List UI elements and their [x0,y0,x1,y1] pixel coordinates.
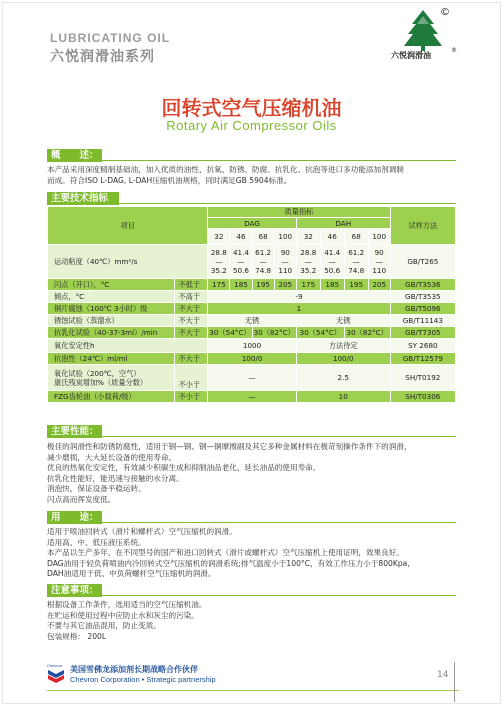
header-en: LUBRICATING OIL [50,31,171,45]
header-cn: 六悦润滑油系列 [50,49,155,65]
copper-method: GB/T5096 [390,303,455,315]
usage-line: 适用高、中、低压液压系统。 [47,537,146,547]
viscosity-min: 61.2 [348,248,365,257]
overview-text [47,165,462,186]
viscosity-range-cell [368,245,390,279]
section-notes-rule [102,595,456,596]
viscosity-min: 90 [374,248,384,257]
viscosity-range-cell [320,245,344,279]
spec-table [47,206,456,403]
grade-cell: 68 [252,229,274,245]
notes-line: 包装规格： 200L [47,631,107,641]
section-overview-heading: 概 述： [47,149,102,162]
flash-value: 185 [230,279,252,291]
performance-line: 优良的热氧化安定性，有效减少积碳生成和抑制油品老化，延长油品的使用寿命。 [47,463,321,473]
usage-line: 本产品以生产多年，在不同型号的国产和进口回转式（滑片或螺杆式）空气压缩机上使用证明，效果良好。 [47,548,404,558]
section-specs-heading: 主要技术指标 [47,192,119,205]
performance-line: 闪点高而挥发度低。 [47,494,116,504]
col-item-header: 项目 [48,207,208,245]
grade-cell: 32 [208,229,230,245]
viscosity-label: 运动粘度（40℃）mm²/s [48,245,208,279]
section-overview-rule [102,160,456,161]
copper-cond: 不大于 [175,303,208,315]
viscosity-dash: — [352,257,360,266]
overview-line: 而成。符合ISO L-DAG, L-DAH压缩机油规格，同时满足GB 5904标准。 [47,175,292,185]
fzg-dah: 10 [296,391,390,403]
viscosity-max: 74.8 [348,266,365,275]
flash-value: 185 [320,279,344,291]
performance-line: 极佳的润滑性和防锈防腐性，适用于钢—钢、钢—铜摩擦副及其它多种金属材料在极苛刻操作条件下的润滑， [47,442,412,451]
ox-test-label: 氧化试验（200℃，空气） [54,368,141,378]
viscosity-range-cell [344,245,368,279]
foam-dag: 100/0 [208,353,297,365]
ox-test-label-sub: 康氏残炭增加%（质量分数） [54,377,148,387]
viscosity-max: 50.6 [232,266,249,275]
grade-cell: 100 [274,229,296,245]
usage-line: 适用于喷油回转式（滑片和螺杆式）空气压缩机的润滑。 [47,527,237,536]
viscosity-min: 28.8 [210,248,227,257]
emulsion-value: 30（54°C） [296,327,344,339]
viscosity-dash: — [304,257,312,266]
emulsion-label: 抗乳化试验（40-37-3ml）/min [48,327,175,339]
section-performance-heading: 主要性能： [47,425,102,438]
foam-method: GB/T12579 [390,353,455,365]
viscosity-range-cell [274,245,296,279]
page-number-divider [454,662,455,702]
viscosity-range-cell [230,245,252,279]
footer-partner-en: Chevron Corporation • Strategic partnership [70,675,216,684]
viscosity-dash: — [328,257,336,266]
viscosity-dash: — [259,257,267,266]
grade-cell: 32 [296,229,320,245]
emulsion-value: 30（54°C） [209,327,251,337]
ox-test-method: SH/T0192 [390,365,455,391]
page-title-cn: 回转式空气压缩机油 [161,96,342,120]
section-usage-rule [102,522,456,523]
viscosity-max: 110 [372,266,387,275]
notes-line: 不要与其它油品混用，防止变质。 [47,621,161,631]
flash-label: 闪点（开口），°C [48,279,175,291]
viscosity-dash: — [375,257,383,266]
flash-value: 195 [344,279,368,291]
oxidation-dah: 方法待定 [296,339,390,353]
fzg-label: FZG齿轮油（小载荷/级） [48,391,175,403]
rust-dah: 无锈 [296,315,390,327]
viscosity-range-cell [208,245,230,279]
foam-cond: 不大于 [175,353,208,365]
notes-line: 根据设备工作条件，选用适当的空气压缩机油。 [47,600,207,609]
footer-partner-cn: 美国雪佛龙添加剂长期战略合作伙伴 [70,665,198,674]
viscosity-range-cell [296,245,320,279]
page-number: 14 [437,670,449,680]
rust-label: 锈蚀试验（蒸馏水） [48,315,175,327]
chevron-logo-icon [47,662,65,684]
flash-value: 195 [252,279,274,291]
usage-text [47,527,462,580]
ox-test-dag: — [208,365,297,391]
flash-cond: 不低于 [175,279,208,291]
foam-dah: 100/0 [296,353,390,365]
pour-cond: 不高于 [175,291,208,303]
fzg-dag: — [208,391,297,403]
performance-line: 减少磨损，大大延长设备的使用寿命。 [47,452,177,462]
chevron-wordmark: Chevron [47,663,63,668]
dag-header: DAG [208,218,297,229]
footer-rule [47,690,459,691]
ox-test-dah: 2.5 [296,365,390,391]
grade-cell: 68 [344,229,368,245]
rust-method: GB/T11143 [390,315,455,327]
viscosity-dash: — [215,257,223,266]
viscosity-dash: — [237,257,245,266]
grade-cell: 100 [368,229,390,245]
viscosity-method: GB/T265 [390,245,455,279]
col-quality-header: 质量指标 [208,207,390,218]
notes-line: 在贮运和使用过程中应防止水和灰尘的污染。 [47,610,199,620]
performance-line: 消泡快，保证设备平稳运转。 [47,484,146,494]
rust-cond: 不大于 [175,315,208,327]
flash-value: 205 [274,279,296,291]
viscosity-max: 35.2 [210,266,227,275]
performance-text [47,442,462,506]
oxidation-method: SY 2680 [390,339,455,353]
overview-line: 本产品采用深度精制基础油，加入优质的油性、抗氧、防锈、防腐、抗乳化、抗泡等进口多功能添加剂调制 [47,165,404,174]
viscosity-min: 61.2 [255,248,272,257]
ox-test-label-cell [48,365,175,391]
viscosity-min: 90 [280,248,290,257]
usage-line: DAG油用于轻负荷喷油内冷回转式空气压缩机的润滑系统;排气温度小于100°C，有效工作压力小于800Kpa, [47,558,410,568]
dah-header: DAH [296,218,390,229]
usage-line: DAH油适用于低、中负荷螺杆空气压缩机的润滑。 [47,569,216,579]
copper-value: 1 [208,303,390,315]
fzg-method: SH/T0306 [390,391,455,403]
performance-line: 抗乳化性能好，能迅速与接触的水分离。 [47,473,184,483]
oxidation-label: 氧化安定性h [48,339,208,353]
emulsion-value: 30（82°C） [344,327,390,339]
fzg-cond: 不小于 [175,391,208,403]
flash-method: GB/T3536 [390,279,455,291]
section-notes-heading: 注意事项： [47,584,102,597]
foam-label: 抗泡性（24℃）ml/ml [48,353,175,365]
section-performance-rule [102,436,456,437]
emulsion-value: 30（82°C） [253,327,295,337]
section-specs-rule [119,203,456,204]
viscosity-min: 28.8 [300,248,317,257]
pour-label: 倾点，°C [48,291,175,303]
flash-value: 205 [368,279,390,291]
logo-registered-mark: ® [451,47,457,54]
viscosity-max: 110 [278,266,293,275]
oxidation-dag: 1000 [208,339,297,353]
flash-value: 175 [208,279,230,291]
viscosity-max: 50.6 [324,266,341,275]
section-usage-heading: 用 途： [47,511,102,524]
grade-cell: 46 [230,229,252,245]
viscosity-max: 35.2 [300,266,317,275]
pour-value: -9 [208,291,390,303]
viscosity-max: 74.8 [255,266,272,275]
pour-method: GB/T3535 [390,291,455,303]
viscosity-range-cell [252,245,274,279]
grade-cell: 46 [320,229,344,245]
brand-name: 六悦润滑油 [391,51,431,60]
page-title-en: Rotary Air Compressor Oils [166,118,337,133]
emulsion-cond: 不大于 [175,327,208,339]
viscosity-min: 41.4 [324,248,341,257]
viscosity-min: 41.4 [232,248,249,257]
logo-copyright-mark: © [440,7,450,18]
rust-dag: 无锈 [208,315,297,327]
flash-value: 175 [296,279,320,291]
col-method-header: 试样方法 [390,207,455,245]
notes-text [47,600,462,642]
ox-test-cond: 不小于 [175,365,208,391]
viscosity-dash: — [281,257,289,266]
copper-label: 铜片腐蚀（100℃ 3小时）级 [48,303,175,315]
emulsion-method: GB/T7305 [390,327,455,339]
